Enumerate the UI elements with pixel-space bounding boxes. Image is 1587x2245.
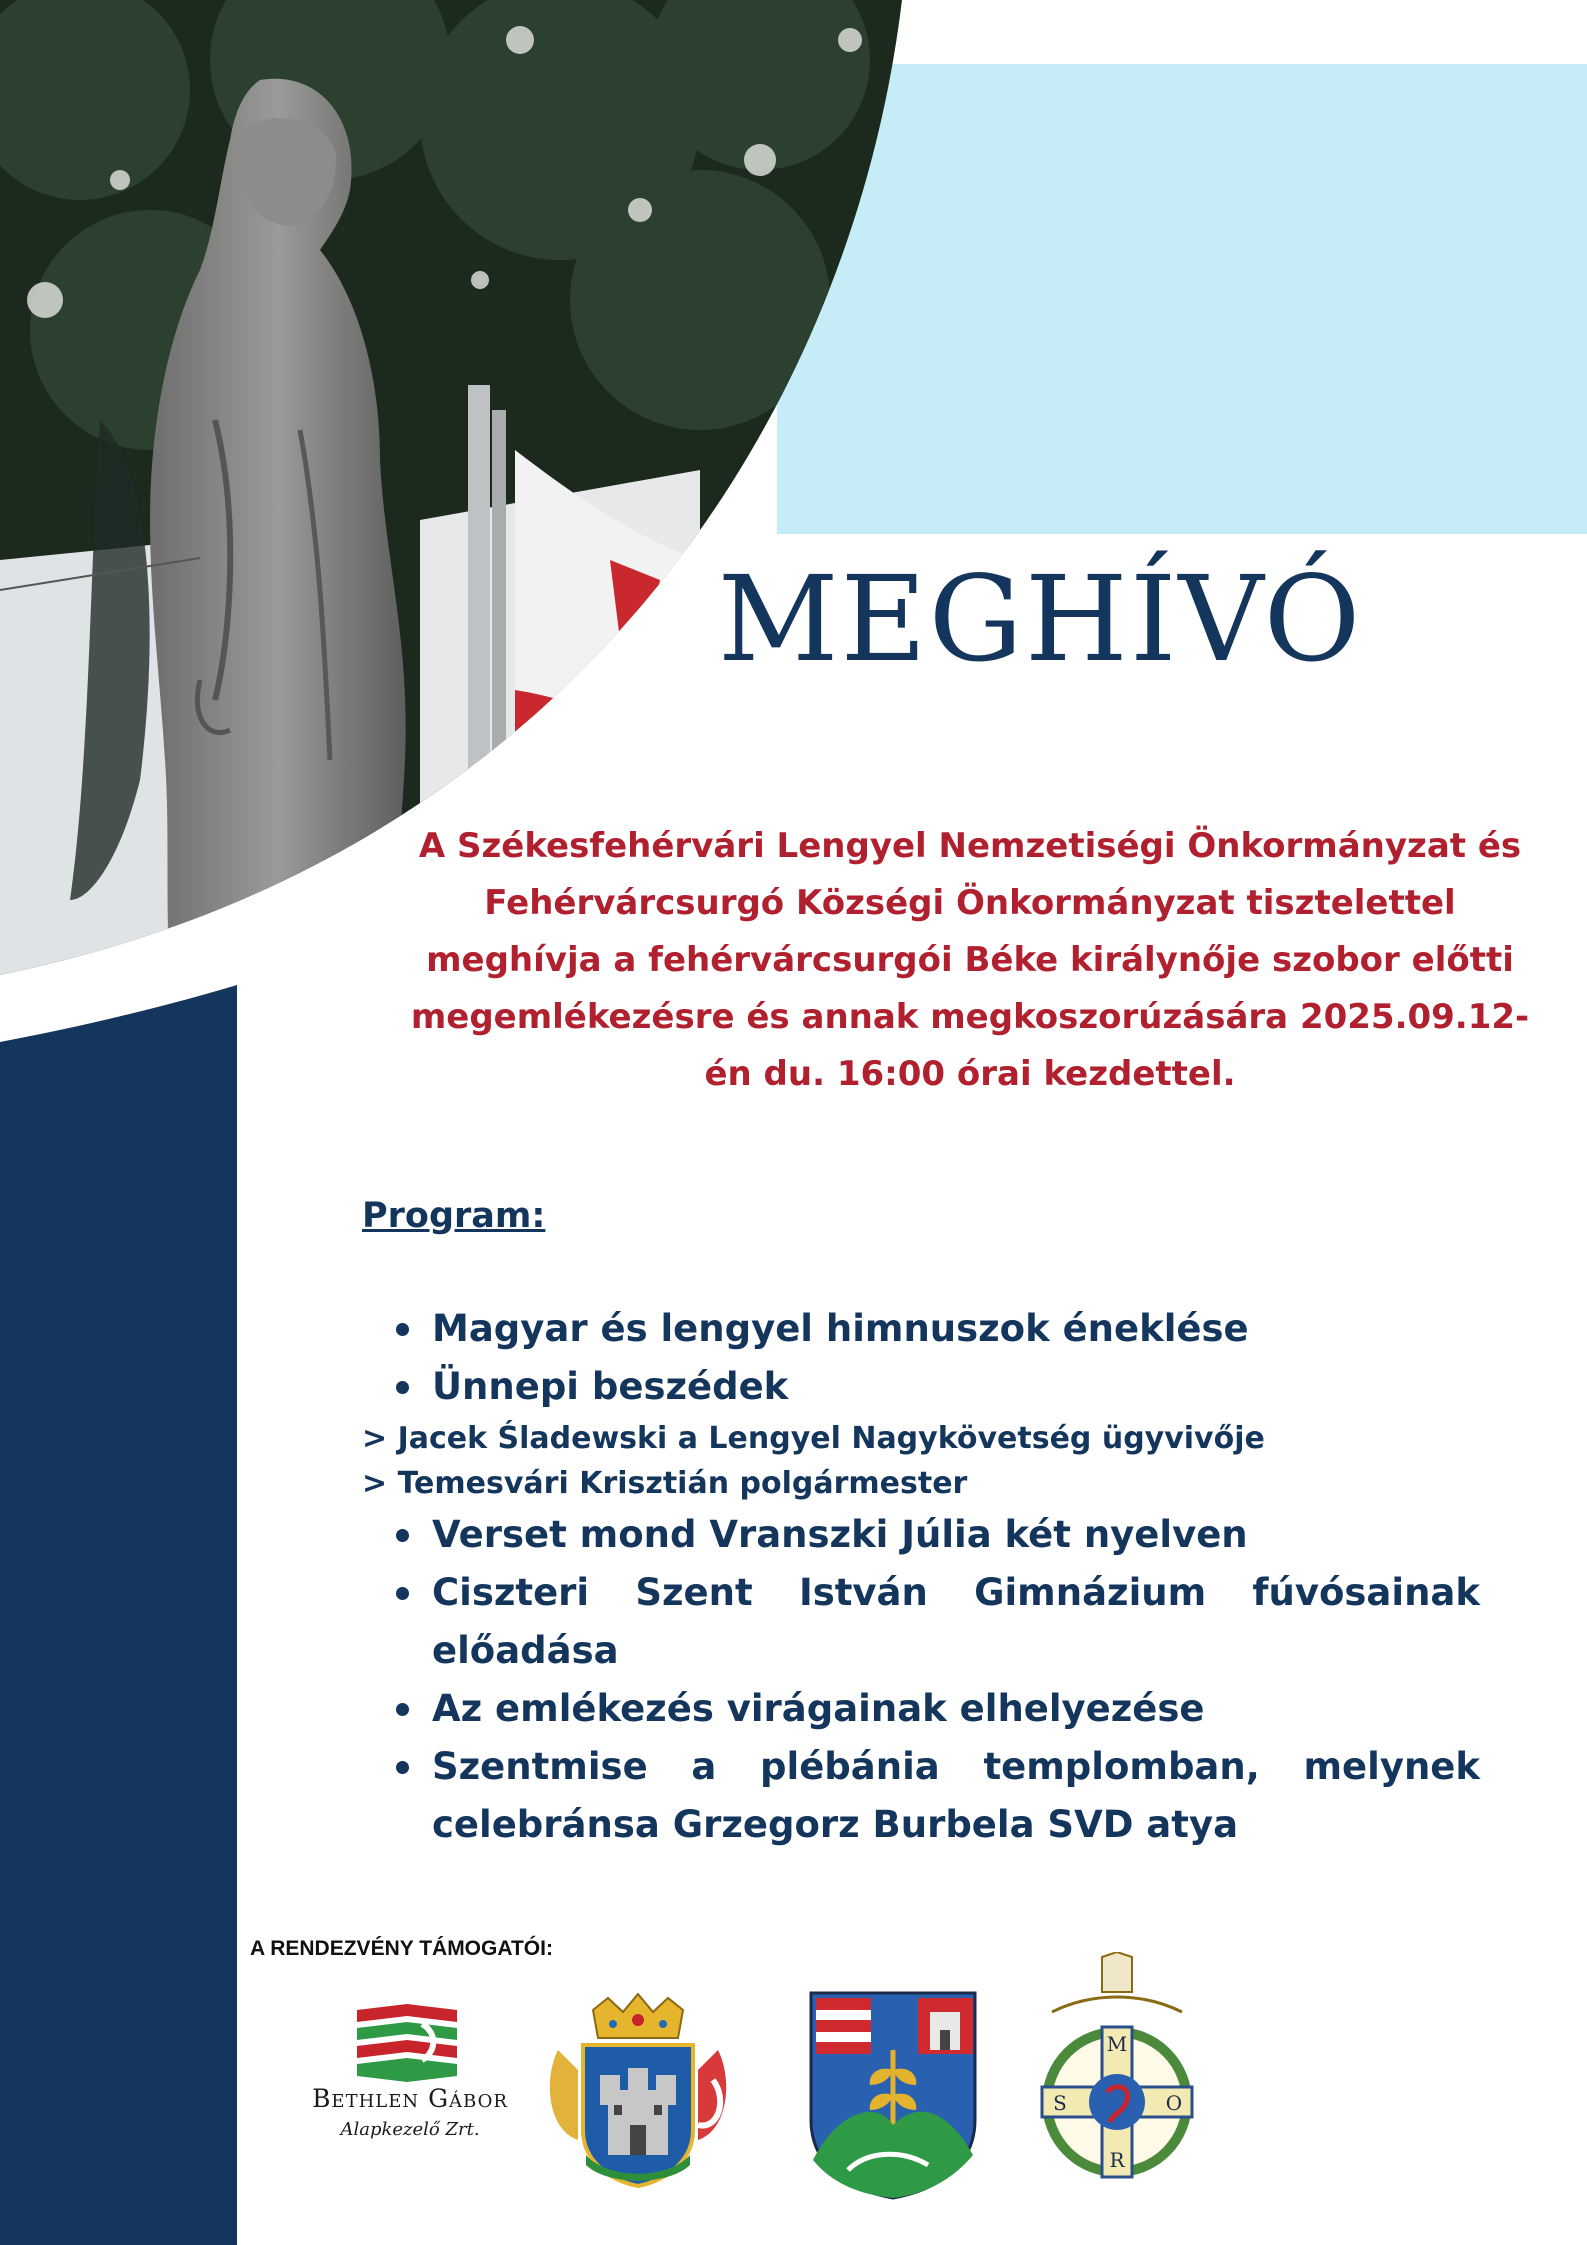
cross-letter-left: S (1053, 2091, 1067, 2115)
program-list (362, 1300, 1480, 1854)
order-cross-emblem (1032, 1952, 1202, 2192)
program-item: Az emlékezés virágainak elhelyezése (380, 1680, 1480, 1738)
fejer-county-coat-of-arms (808, 1990, 978, 2200)
program-heading: Program: (362, 1196, 546, 1236)
szekesfehervar-coat-of-arms (538, 1990, 738, 2190)
page-title: MEGHÍVÓ (717, 550, 1363, 688)
bethlen-name: Bethlen Gábor (312, 2084, 508, 2113)
program-item: Szentmise a plébánia templomban, melynek celebránsa Grzegorz Burbela SVD atya (380, 1738, 1480, 1854)
cross-letter-top: M (1106, 2032, 1128, 2056)
program-item: Magyar és lengyel himnuszok éneklése (380, 1300, 1480, 1358)
program-item: Ünnepi beszédek (380, 1358, 1480, 1416)
invitation-text: A Székesfehérvári Lengyel Nemzetiségi Önkormányzat és Fehérvárcsurgó Községi Önkormányzat tisztelettel meghívja a fehérvárcsurgói Béke királynője szobor előtti megemlékezésre és annak megkoszorúzására 2025.09.12-én du. 16:00 órai kezdettel. (410, 826, 1530, 1094)
cross-letter-right: O (1165, 2091, 1183, 2115)
program-item: Verset mond Vranszki Júlia két nyelven (380, 1506, 1480, 1564)
bethlen-subtitle: Alapkezelő Zrt. (340, 2119, 480, 2140)
light-blue-block (777, 64, 1587, 534)
bethlen-gabor-text (280, 2084, 540, 2140)
sponsors-label: A RENDEZVÉNY TÁMOGATÓI: (250, 1937, 553, 1960)
navy-side-band (0, 985, 237, 2245)
program-subitem: > Jacek Śladewski a Lengyel Nagykövetség ügyvivője (362, 1421, 1265, 1456)
program-item: Ciszteri Szent István Gimnázium fúvósainak előadása (380, 1564, 1480, 1680)
bethlen-gabor-logo (352, 2002, 462, 2082)
cross-letter-bottom: R (1109, 2148, 1125, 2172)
program-subitem: > Temesvári Krisztián polgármester (362, 1466, 968, 1501)
